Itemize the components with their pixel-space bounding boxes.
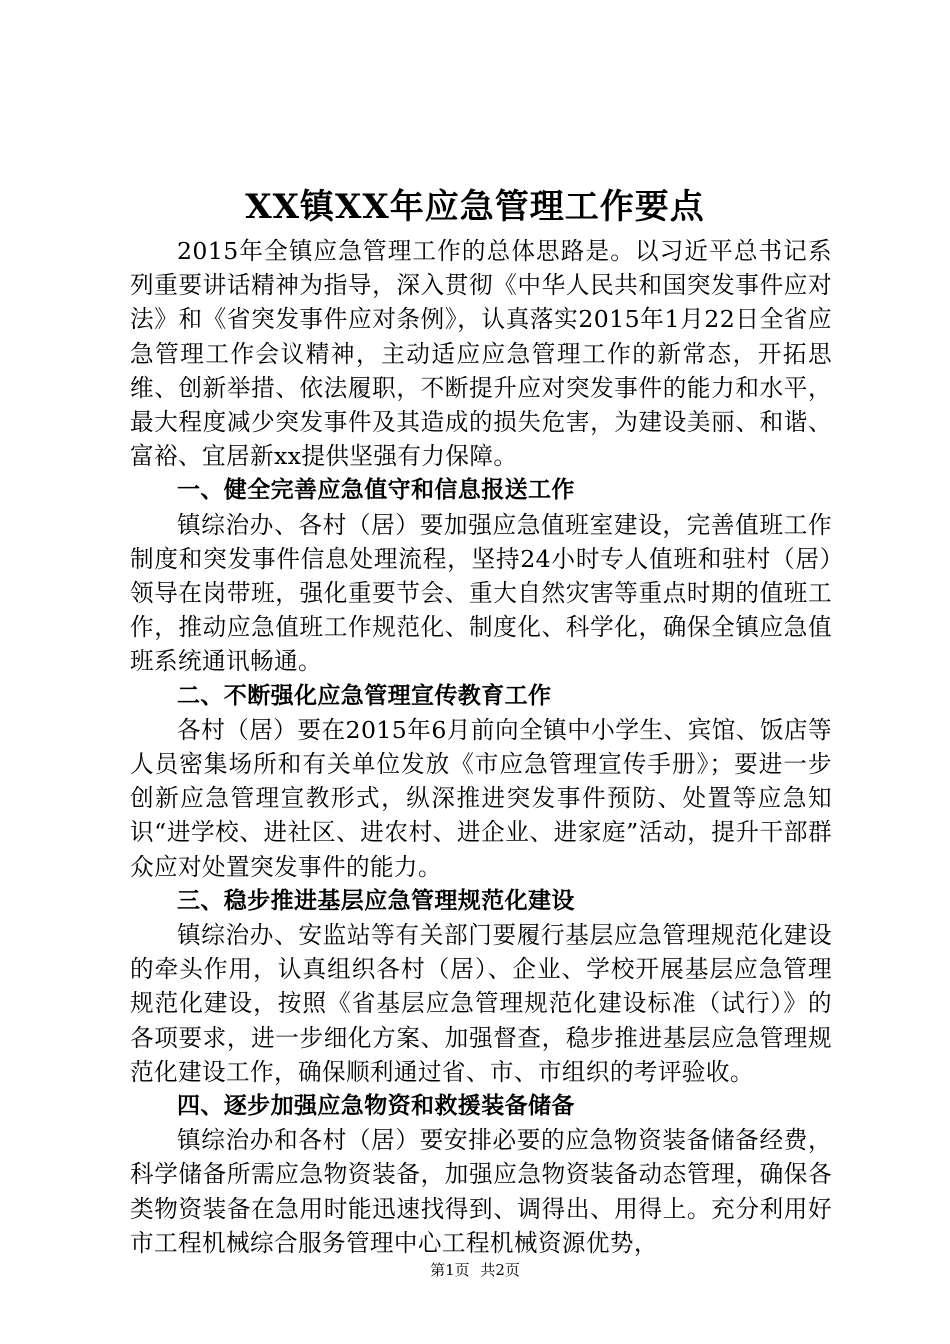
section-heading-2: 二、不断强化应急管理宣传教育工作 [177,682,552,709]
section-body-2: 各村（居）要在2015年6月前向全镇中小学生、宾馆、饭店等人员密集场所和有关单位发放《市应急管理宣传手册》；要进一步创新应急管理宣教形式，纵深推进突发事件预防、处置等应急知识“进学校、进社区、进农村、进企业、进家庭”活动，提升干部群众应对处置突发事件的能力。 [130,715,832,881]
page-number: 第1页 [430,1261,470,1279]
section-heading-3: 三、稳步推进基层应急管理规范化建设 [177,887,575,914]
page-footer [0,1260,950,1280]
document-body [130,234,832,1260]
document-title: XX镇XX年应急管理工作要点 [245,187,705,227]
section-body-4: 镇综治办和各村（居）要安排必要的应急物资装备储备经费，科学储备所需应急物资装备，加强应急物资装备动态管理，确保各类物资装备在急用时能迅速找得到、调得出、用得上。充分利用好市工程机械综合服务管理中心工程机械资源优势， [130,1126,832,1257]
page-total: 共2页 [480,1261,520,1279]
section-heading-1: 一、健全完善应急值守和信息报送工作 [177,477,575,504]
section-heading-4: 四、逐步加强应急物资和救援装备储备 [177,1093,575,1120]
section-body-3: 镇综治办、安监站等有关部门要履行基层应急管理规范化建设的牵头作用，认真组织各村（居）、企业、学校开展基层应急管理规范化建设，按照《省基层应急管理规范化建设标准（试行）》的各项要求，进一步细化方案、加强督查，稳步推进基层应急管理规范化建设工作，确保顺利通过省、市、市组织的考评验收。 [130,921,832,1086]
intro-paragraph: 2015年全镇应急管理工作的总体思路是。以习近平总书记系列重要讲话精神为指导，深入贯彻《中华人民共和国突发事件应对法》和《省突发事件应对条例》，认真落实2015年1月22日全省应急管理工作会议精神，主动适应应急管理工作的新常态，开拓思维、创新举措、依法履职，不断提升应对突发事件的能力和水平，最大程度减少突发事件及其造成的损失危害，为建设美丽、和谐、富裕、宜居新xx提供坚强有力保障。 [130,237,832,471]
section-body-1: 镇综治办、各村（居）要加强应急值班室建设，完善值班工作制度和突发事件信息处理流程，坚持24小时专人值班和驻村（居）领导在岗带班，强化重要节会、重大自然灾害等重点时期的值班工作，推动应急值班工作规范化、制度化、科学化，确保全镇应急值班系统通讯畅通。 [130,510,832,676]
